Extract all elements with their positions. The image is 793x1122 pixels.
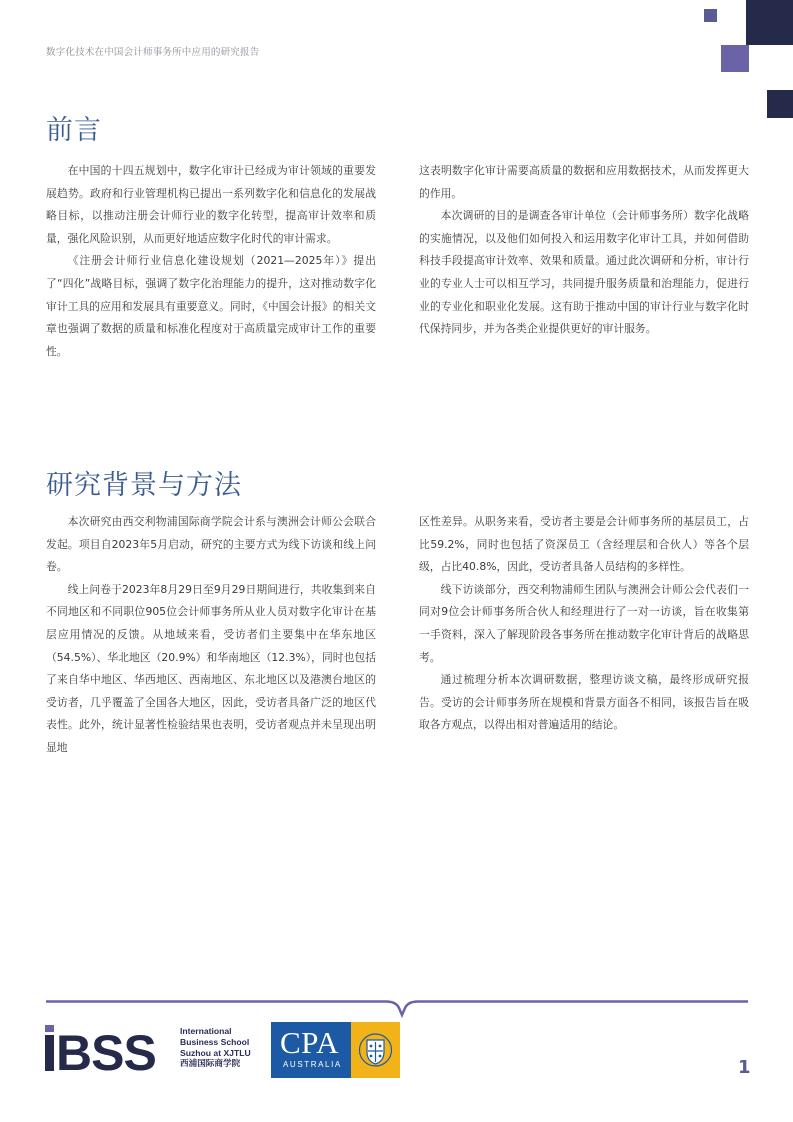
ibss-line: 西浦国际商学院 <box>180 1058 241 1069</box>
decorative-square-purple <box>721 45 749 72</box>
paragraph: 这表明数字化审计需要高质量的数据和应用数据技术，从而发挥更大的作用。 <box>419 164 749 200</box>
ibss-line: Business School <box>180 1036 250 1047</box>
paragraph: 线上问卷于2023年8月29日至9月29日期间进行，共收集到来自不同地区和不同职位905位会计师事务所从业人员对数字化审计在基层应用情况的反馈。从地域来看，受访者们主要集中在华东地区（54.5%）、华北地区（20.9%）和华南地区（12.3%），同时也包括了来自华中地区、华西地区、西南地区、东北地区以及港澳台地区的受访者，几乎覆盖了全国各大地区，因此，受访者具备广泛的地区代表性。此外，统计显著性检验结果也表明，受访者观点并未呈现出明显地 <box>46 582 376 754</box>
paragraph: 区性差异。从职务来看，受访者主要是会计师事务所的基层员工，占比59.2%，同时也包括了资深员工（含经理层和合伙人）等各个层级，占比40.8%，因此，受访者具备人员结构的多样性。 <box>419 515 749 574</box>
cpa-australia-logo <box>271 1022 400 1078</box>
cpa-logo-subtext: AUSTRALIA <box>283 1060 342 1069</box>
cpa-crest-panel <box>351 1022 400 1078</box>
paragraph: 本次调研的目的是调查各审计单位（会计师事务所）数字化战略的实施情况，以及他们如何投入和运用数字化审计工具，并如何借助科技手段提高审计效率、效果和质量。通过此次调研和分析，审计行业的专业人士可以相互学习，共同提升服务质量和治理能力，促进行业的专业化和职业化发展。这有助于推动中国的审计行业与数字化时代保持同步，并为各类企业提供更好的审计服务。 <box>419 209 749 336</box>
running-header: 数字化技术在中国会计师事务所中应用的研究报告 <box>46 47 260 58</box>
section-title-preface: 前言 <box>46 115 102 146</box>
ibss-logo-text <box>180 1026 251 1069</box>
preface-left-column <box>46 160 376 363</box>
cpa-logo-text: CPA <box>280 1025 339 1060</box>
decorative-square-small <box>704 9 717 22</box>
page-number: 1 <box>738 1057 751 1078</box>
paragraph: 在中国的十四五规划中，数字化审计已经成为审计领域的重要发展趋势。政府和行业管理机构已提出一系列数字化和信息化的发展战略目标，以推动注册会计师行业的数字化转型，提高审计效率和质量，强化风险识别，从而更好地适应数字化时代的审计需求。 <box>46 164 376 245</box>
cpa-crest-icon <box>351 1022 400 1078</box>
ibss-logo <box>45 1025 173 1073</box>
preface-right-column <box>419 160 749 341</box>
paragraph: 《注册会计师行业信息化建设规划（2021—2025年）》提出了“四化”战略目标，强调了数字化治理能力的提升，这对推动数字化审计工具的应用和发展具有重要意义。同时，《中国会计报》的相关文章也强调了数据的质量和标准化程度对于高质量完成审计工作的重要性。 <box>46 254 376 358</box>
background-left-column <box>46 511 376 760</box>
decorative-square-navy-right <box>767 90 793 118</box>
footer-divider <box>46 1000 748 1020</box>
svg-text:BSS: BSS <box>56 1025 156 1073</box>
section-title-background-method: 研究背景与方法 <box>46 470 242 501</box>
paragraph: 线下访谈部分，西交利物浦师生团队与澳洲会计师公会代表们一同对9位会计师事务所合伙人和经理进行了一对一访谈，旨在收集第一手资料，深入了解现阶段各事务所在推动数字化审计背后的战略思考。 <box>419 582 749 664</box>
ibss-line: Suzhou at XJTLU <box>180 1047 251 1058</box>
paragraph: 本次研究由西交利物浦国际商学院会计系与澳洲会计师公会联合发起。项目自2023年5月启动，研究的主要方式为线下访谈和线上问卷。 <box>46 515 376 574</box>
paragraph: 通过梳理分析本次调研数据，整理访谈文稿，最终形成研究报告。受访的会计师事务所在规模和背景方面各不相同，该报告旨在吸取各方观点，以得出相对普遍适用的结论。 <box>419 673 749 732</box>
background-right-column <box>419 511 749 737</box>
cpa-logo-text-panel <box>271 1022 351 1078</box>
ibss-line: International <box>180 1026 232 1036</box>
decorative-square-navy-top <box>746 0 793 45</box>
